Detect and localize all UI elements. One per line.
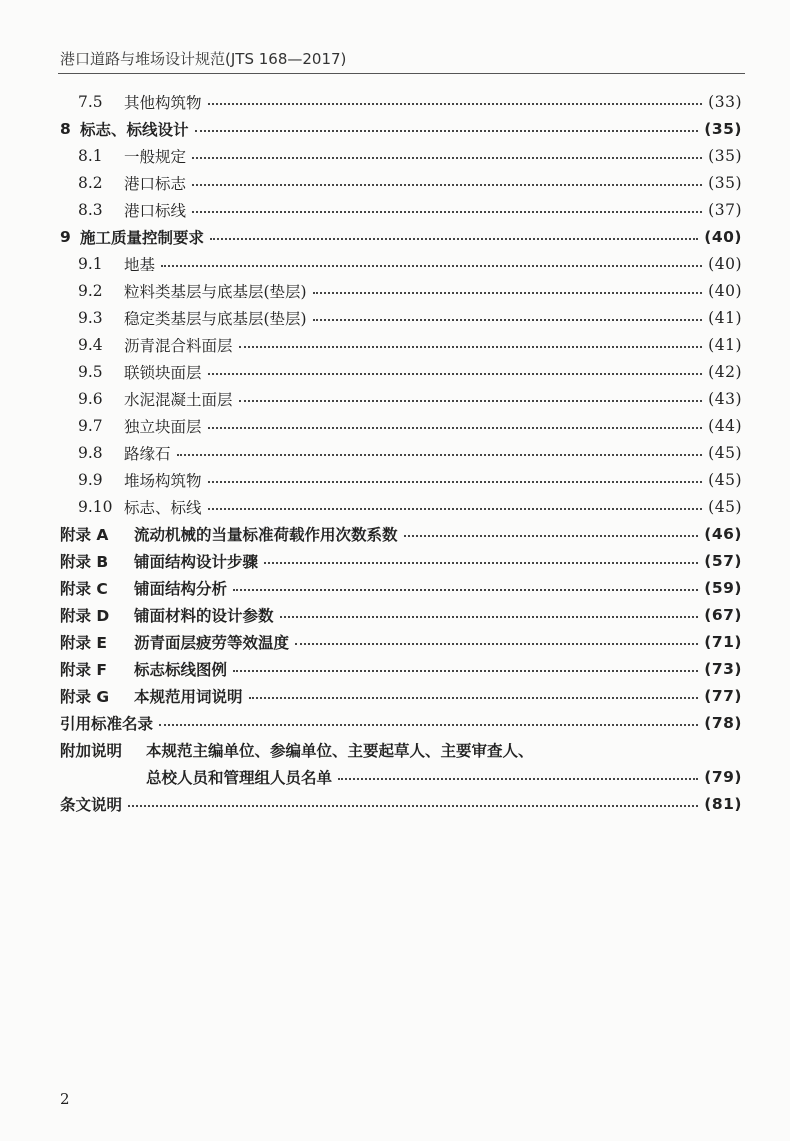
toc-entry-number: 9.7 — [78, 416, 103, 435]
toc-entry-title: 水泥混凝土面层 — [124, 390, 233, 409]
toc-entry-title: 标志、标线设计 — [80, 120, 189, 139]
dot-leader — [313, 318, 703, 321]
toc-entry-title: 流动机械的当量标准荷载作用次数系数 — [134, 525, 398, 544]
dot-leader — [295, 642, 698, 645]
toc-entry — [78, 358, 742, 385]
header-rule — [58, 73, 745, 74]
toc-entry-title: 标志标线图例 — [134, 660, 228, 679]
dot-leader — [208, 372, 703, 375]
toc-entry-number: 8 — [60, 119, 71, 138]
toc-entry — [78, 250, 742, 277]
toc-entry-title: 港口标志 — [124, 174, 187, 193]
running-header: 港口道路与堆场设计规范(JTS 168—2017) — [60, 50, 347, 68]
toc-entry-number: 9.3 — [78, 308, 103, 327]
toc-entry — [60, 115, 742, 142]
toc-entry-page: (59) — [704, 578, 742, 597]
dot-leader — [239, 345, 703, 348]
toc-entry-page: (45) — [708, 443, 742, 462]
dot-leader — [280, 615, 699, 618]
toc-entry-title: 本规范用词说明 — [134, 687, 243, 706]
toc-entry-title: 沥青面层疲劳等效温度 — [134, 633, 290, 652]
toc-entry — [60, 574, 742, 601]
toc-entry-number: 附录 C — [60, 579, 108, 598]
toc-entry — [78, 277, 742, 304]
toc-entry-page: (43) — [708, 389, 742, 408]
toc-entry-page: (40) — [704, 227, 742, 246]
toc-entry-page: (33) — [708, 92, 742, 111]
toc-entry-page: (42) — [708, 362, 742, 381]
toc-entry-page: (71) — [704, 632, 742, 651]
toc-entry-page: (40) — [708, 281, 742, 300]
dot-leader — [195, 129, 699, 132]
dot-leader — [208, 426, 703, 429]
toc-entry-page: (45) — [708, 497, 742, 516]
dot-leader — [404, 534, 699, 537]
toc-entry-title: 港口标线 — [124, 201, 187, 220]
toc-entry-title: 条文说明 — [60, 795, 123, 814]
toc-entry-title: 总校人员和管理组人员名单 — [146, 768, 333, 787]
toc-entry — [60, 520, 742, 547]
toc-entry — [60, 655, 742, 682]
toc-entry-page: (41) — [708, 335, 742, 354]
toc-entry-page: (40) — [708, 254, 742, 273]
toc-entry-page: (37) — [708, 200, 742, 219]
toc-entry — [60, 628, 742, 655]
toc-entry — [78, 412, 742, 439]
toc-entry-title: 本规范主编单位、参编单位、主要起草人、主要审查人、 — [146, 741, 534, 760]
toc-entry-page: (79) — [704, 767, 742, 786]
toc-entry — [60, 736, 534, 763]
toc-entry-number: 附录 E — [60, 633, 107, 652]
toc-entry-number: 9.8 — [78, 443, 103, 462]
toc-entry-page: (81) — [704, 794, 742, 813]
toc-entry — [78, 385, 742, 412]
dot-leader — [192, 210, 702, 213]
toc-entry — [78, 439, 742, 466]
toc-entry-title: 铺面结构分析 — [134, 579, 228, 598]
toc-entry — [60, 682, 742, 709]
toc-entry-number: 9 — [60, 227, 71, 246]
toc-entry-title: 地基 — [124, 255, 156, 274]
toc-entry — [60, 790, 742, 817]
toc-entry-page: (35) — [708, 146, 742, 165]
toc-entry-page: (73) — [704, 659, 742, 678]
toc-entry-number: 附录 A — [60, 525, 109, 544]
toc-entry-number: 附录 F — [60, 660, 107, 679]
toc-entry-title: 粒料类基层与底基层(垫层) — [124, 282, 307, 301]
dot-leader — [192, 183, 702, 186]
toc-entry-title: 沥青混合料面层 — [124, 336, 233, 355]
toc-entry-number: 9.5 — [78, 362, 103, 381]
toc-entry — [60, 547, 742, 574]
dot-leader — [208, 480, 703, 483]
toc-entry-title: 一般规定 — [124, 147, 187, 166]
dot-leader — [338, 777, 698, 780]
dot-leader — [128, 804, 698, 807]
toc-entry-number: 附加说明 — [60, 741, 123, 760]
dot-leader — [192, 156, 702, 159]
dot-leader — [177, 453, 703, 456]
dot-leader — [208, 102, 703, 105]
toc-entry-page: (67) — [704, 605, 742, 624]
toc-entry — [60, 709, 742, 736]
toc-entry — [78, 88, 742, 115]
toc-entry-title: 铺面材料的设计参数 — [134, 606, 274, 625]
toc-entry-number: 9.1 — [78, 254, 103, 273]
toc-entry-title: 路缘石 — [124, 444, 171, 463]
toc-entry — [78, 304, 742, 331]
toc-entry-title: 联锁块面层 — [124, 363, 202, 382]
toc-entry-title: 引用标准名录 — [60, 714, 154, 733]
dot-leader — [313, 291, 703, 294]
toc-entry — [146, 763, 742, 790]
toc-entry — [78, 331, 742, 358]
toc-entry — [78, 493, 742, 520]
toc-entry — [78, 169, 742, 196]
toc-entry-title: 独立块面层 — [124, 417, 202, 436]
dot-leader — [249, 696, 699, 699]
toc-entry — [60, 601, 742, 628]
toc-entry-title: 标志、标线 — [124, 498, 202, 517]
toc-entry-number: 附录 G — [60, 687, 110, 706]
toc-entry-page: (45) — [708, 470, 742, 489]
dot-leader — [233, 669, 698, 672]
toc-entry-number: 8.2 — [78, 173, 103, 192]
toc-entry-number: 9.4 — [78, 335, 103, 354]
toc-entry-number: 7.5 — [78, 92, 103, 111]
toc-entry-title: 施工质量控制要求 — [80, 228, 205, 247]
toc-entry-number: 8.1 — [78, 146, 103, 165]
page-number: 2 — [60, 1090, 70, 1108]
toc-entry-number: 9.2 — [78, 281, 103, 300]
dot-leader — [210, 237, 698, 240]
toc-entry-title: 其他构筑物 — [124, 93, 202, 112]
toc-entry-title: 稳定类基层与底基层(垫层) — [124, 309, 307, 328]
toc-entry-title: 堆场构筑物 — [124, 471, 202, 490]
toc-entry-page: (78) — [704, 713, 742, 732]
dot-leader — [208, 507, 703, 510]
toc-entry-page: (41) — [708, 308, 742, 327]
toc-entry — [60, 223, 742, 250]
toc-entry-number: 9.6 — [78, 389, 103, 408]
dot-leader — [233, 588, 698, 591]
toc-entry — [78, 196, 742, 223]
dot-leader — [159, 723, 698, 726]
toc-entry-number: 附录 B — [60, 552, 109, 571]
dot-leader — [264, 561, 698, 564]
toc-entry-number: 8.3 — [78, 200, 103, 219]
toc-entry-page: (46) — [704, 524, 742, 543]
toc-entry — [78, 142, 742, 169]
toc-entry-number: 附录 D — [60, 606, 110, 625]
toc-entry-page: (77) — [704, 686, 742, 705]
toc-entry-number: 9.10 — [78, 497, 113, 516]
toc-entry-title: 铺面结构设计步骤 — [134, 552, 259, 571]
toc-entry-page: (57) — [704, 551, 742, 570]
toc-entry-number: 9.9 — [78, 470, 103, 489]
toc-entry-page: (35) — [708, 173, 742, 192]
toc-entry-page: (44) — [708, 416, 742, 435]
dot-leader — [161, 264, 702, 267]
toc-entry-page: (35) — [704, 119, 742, 138]
dot-leader — [239, 399, 703, 402]
toc-entry — [78, 466, 742, 493]
